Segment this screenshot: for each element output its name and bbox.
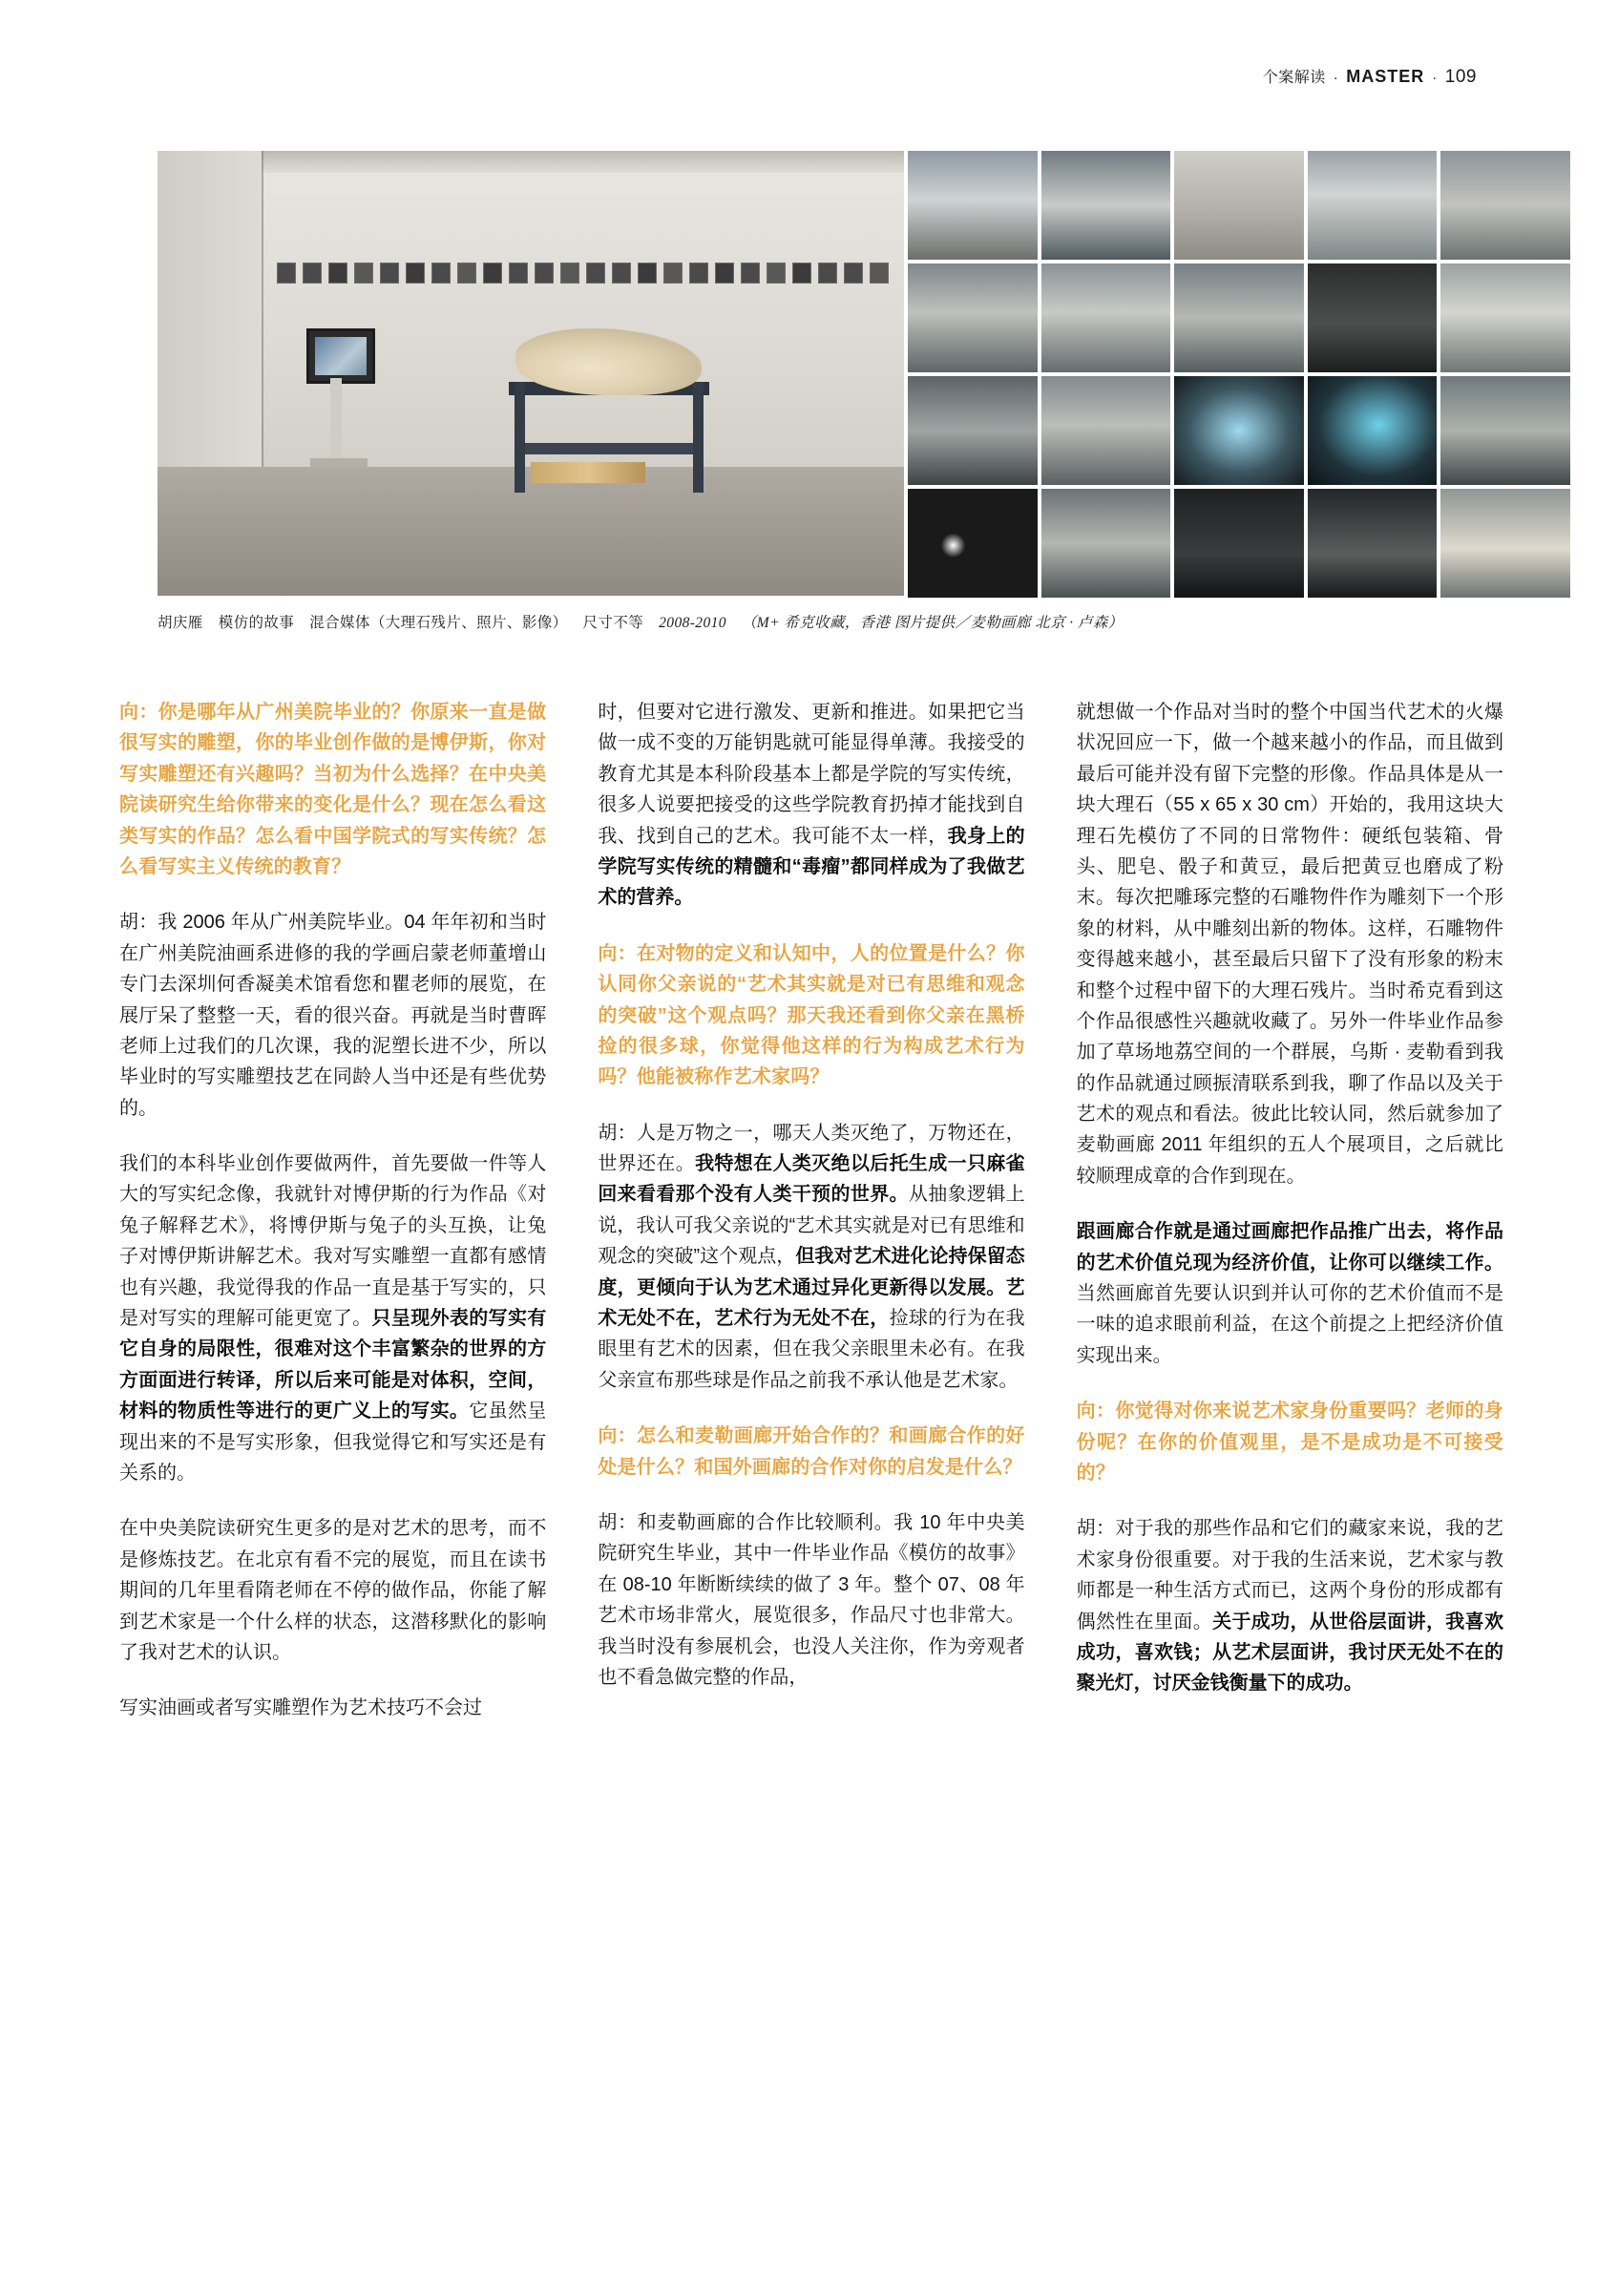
- interview-question: 向：你觉得对你来说艺术家身份重要吗？老师的身份呢？在你的价值观里，是不是成功是不可接受的？: [1076, 1401, 1503, 1484]
- page-number: 109: [1444, 67, 1477, 87]
- interview-answer: 就想做一个作品对当时的整个中国当代艺术的火爆状况回应一下，做一个越来越小的作品，而且做到最后可能并没有留下完整的形像。作品具体是从一块大理石（55 x 65 x 30 cm）开始的，我用这块大理石先模仿了不同的日常物件：硬纸包装箱、骨头、肥皂、骰子和黄豆，最后把黄豆也磨成了粉末。每次把雕琢完整的石雕物件作为雕刻下一个形象的材料，从中雕刻出新的物体。这样，石雕物件变得越来越小，甚至最后只留下了没有形象的粉末和整个过程中留下的大理石残片。当时希克看到这个作品很感性兴趣就收藏了。另外一件毕业作品参加了草场地荔空间的一个群展，乌斯 · 麦勒看到我的作品就通过顾振清联系到我，聊了作品以及关于艺术的观点和看法。彼此比较认同，然后就参加了麦勒画廊 2011 年组织的五人个展项目，之后就比较顺理成章的合作到现在。: [1076, 702, 1503, 1187]
- thumbnail: [1174, 489, 1304, 598]
- thumbnail: [908, 489, 1038, 598]
- thumbnail: [1308, 376, 1438, 485]
- answer-run: 它虽然呈现出来的不是写实形象，但我觉得它和写实还是有关系的。: [119, 1401, 547, 1484]
- header-separator-1: ·: [1333, 70, 1339, 86]
- caption-year: 2008-2010: [659, 615, 726, 631]
- answer-run-bold: 我身上的学院写实传统的精髓和“毒瘤”都同样成为了我做艺术的营养。: [598, 825, 1025, 909]
- figure-row: [158, 151, 1570, 598]
- thumbnail: [908, 151, 1038, 260]
- thumbnail: [1308, 263, 1438, 372]
- wall-photo-series: [277, 263, 889, 284]
- thumbnail: [1440, 376, 1570, 485]
- thumbnail: [1041, 151, 1171, 260]
- interview-question: 向：你是哪年从广州美院毕业的？你原来一直是做很写实的雕塑，你的毕业创作做的是博伊斯，你对写实雕塑还有兴趣吗？当初为什么选择？在中央美院读研究生给你带来的变化是什么？现在怎么看这类写实的作品？怎么看中国学院式的写实传统？怎么看写实主义传统的教育？: [119, 702, 547, 877]
- column-middle: [598, 697, 1024, 1749]
- thumbnail: [1440, 263, 1570, 372]
- interview-answer: 胡：我 2006 年从广州美院毕业。04 年年初和当时在广州美院油画系进修的我的学画启蒙老师董增山专门去深圳何香凝美术馆看您和瞿老师的展览，在展厅呆了整整一天，看的很兴奋。再就是当时曹晖老师上过我们的几次课，我的泥塑长进不少，所以毕业时的写实雕塑技艺在同龄人当中还是有些优势的。: [119, 912, 547, 1119]
- thumbnail: [1174, 263, 1304, 372]
- thumbnail: [1440, 151, 1570, 260]
- answer-run-bold: 关于成功，从世俗层面讲，我喜欢成功，喜欢钱；从艺术层面讲，我讨厌无处不在的聚光灯，讨厌金钱衡量下的成功。: [1076, 1611, 1503, 1695]
- interview-answer: [1077, 1513, 1503, 1698]
- answer-run-bold: 只呈现外表的写实有它自身的局限性，很难对这个丰富繁杂的世界的方方面面进行转译，所以后来可能是对体积，空间，材料的物质性等进行的更广义上的写实。: [119, 1308, 547, 1422]
- interview-answer: [119, 1148, 546, 1488]
- thumbnail: [1308, 151, 1438, 260]
- answer-run: 从抽象逻辑上说，我认可我父亲说的“艺术其实就是对已有思维和观念的突破”这个观点，: [598, 1184, 1025, 1268]
- caption-dimensions: 尺寸不等: [582, 615, 644, 631]
- thumbnail: [908, 376, 1038, 485]
- interview-answer: [598, 1118, 1024, 1397]
- caption-title: 模仿的故事: [218, 615, 295, 631]
- answer-run: 时，但要对它进行激发、更新和推进。如果把它当做一成不变的万能钥匙就可能显得单薄。我接受的教育尤其是本科阶段基本上都是学院的写实传统，很多人说要把接受的这些学院教育扔掉才能找到自我、找到自己的艺术。我可能不太一样，: [598, 702, 1025, 847]
- thumbnail: [1041, 376, 1171, 485]
- process-thumbnail-grid: [908, 151, 1570, 598]
- marble-fragments: [515, 328, 702, 395]
- interview-answer: [1077, 1216, 1503, 1371]
- figure-block: [158, 151, 1570, 598]
- answer-run-bold: 但我对艺术进化论持保留态度，更倾向于认为艺术通过异化更新得以发展。艺术无处不在，艺术行为无处不在，: [598, 1246, 1025, 1330]
- page-header: [1263, 65, 1477, 88]
- caption-artist: 胡庆雁: [158, 615, 203, 631]
- thumbnail: [908, 263, 1038, 372]
- interview-answer: [598, 697, 1024, 914]
- thumbnail: [1308, 489, 1438, 598]
- answer-run: 胡：人是万物之一，哪天人类灭绝了，万物还在，世界还在。: [598, 1122, 1025, 1175]
- article-body: [119, 697, 1503, 1749]
- thumbnail: [1041, 489, 1171, 598]
- header-separator-2: ·: [1432, 70, 1438, 86]
- installation-view-photo: [158, 151, 904, 596]
- column-left: [119, 697, 546, 1749]
- thumbnail: [1041, 263, 1171, 372]
- thumbnail: [1440, 489, 1570, 598]
- answer-run: 捡球的行为在我眼里有艺术的因素，但在我父亲眼里未必有。在我父亲宣布那些球是作品之前我不承认他是艺术家。: [598, 1308, 1025, 1391]
- answer-run: 胡：对于我的那些作品和它们的藏家来说，我的艺术家身份很重要。对于我的生活来说，艺术家与教师都是一种生活方式而已，这两个身份的形成都有偶然性在里面。: [1076, 1518, 1503, 1632]
- interview-answer: 胡：和麦勒画廊的合作比较顺利。我 10 年中央美院研究生毕业，其中一件毕业作品《模仿的故事》在 08-10 年断断续续的做了 3 年。整个 07、08 年艺术市场非常火，展览很多，作品尺寸也非常大。我当时没有参展机会，也没人关注你，作为旁观者也不看急做完整的作品，: [598, 1511, 1025, 1688]
- caption-medium: 混合媒体（大理石残片、照片、影像）: [309, 615, 568, 631]
- header-masthead: MASTER: [1346, 67, 1425, 86]
- video-monitor: [306, 328, 375, 384]
- answer-run: 当然画廊首先要认识到并认可你的艺术价值而不是一味的追求眼前利益，在这个前提之上把经济价值实现出来。: [1076, 1283, 1503, 1366]
- interview-question: 向：怎么和麦勒画廊开始合作的？和画廊合作的好处是什么？和国外画廊的合作对你的启发是什么？: [598, 1425, 1025, 1478]
- figure-caption: [158, 611, 1494, 632]
- column-right: [1077, 697, 1503, 1749]
- thumbnail: [1174, 151, 1304, 260]
- answer-run-bold: 我特想在人类灭绝以后托生成一只麻雀回来看看那个没有人类干预的世界。: [598, 1153, 1025, 1206]
- caption-collection: （M+ 希克收藏，香港 图片提供／麦勒画廊 北京 · 卢森）: [741, 615, 1124, 631]
- interview-answer: 写实油画或者写实雕塑作为艺术技巧不会过: [119, 1697, 482, 1719]
- thumbnail: [1174, 376, 1304, 485]
- answer-run-bold: 跟画廊合作就是通过画廊把作品推广出去，将作品的艺术价值兑现为经济价值，让你可以继续工作。: [1076, 1221, 1503, 1274]
- answer-run: 我们的本科毕业创作要做两件，首先要做一件等人大的写实纪念像，我就针对博伊斯的行为作品《对兔子解释艺术》，将博伊斯与兔子的头互换，让兔子对博伊斯讲解艺术。我对写实雕塑一直都有感情也有兴趣，我觉得我的作品一直是基于写实的，只是对写实的理解可能更宽了。: [119, 1153, 547, 1330]
- interview-question: 向：在对物的定义和认知中，人的位置是什么？你认同你父亲说的“艺术其实就是对已有思维和观念的突破”这个观点吗？那天我还看到你父亲在黑桥捡的很多球，你觉得他这样的行为构成艺术行为吗？他能被称作艺术家吗？: [598, 942, 1025, 1088]
- header-section-label: 个案解读: [1262, 70, 1326, 86]
- interview-answer: 在中央美院读研究生更多的是对艺术的思考，而不是修炼技艺。在北京有看不完的展览，而且在读书期间的几年里看隋老师在不停的做作品，你能了解到艺术家是一个什么样的状态，这潜移默化的影响了我对艺术的认识。: [119, 1518, 547, 1663]
